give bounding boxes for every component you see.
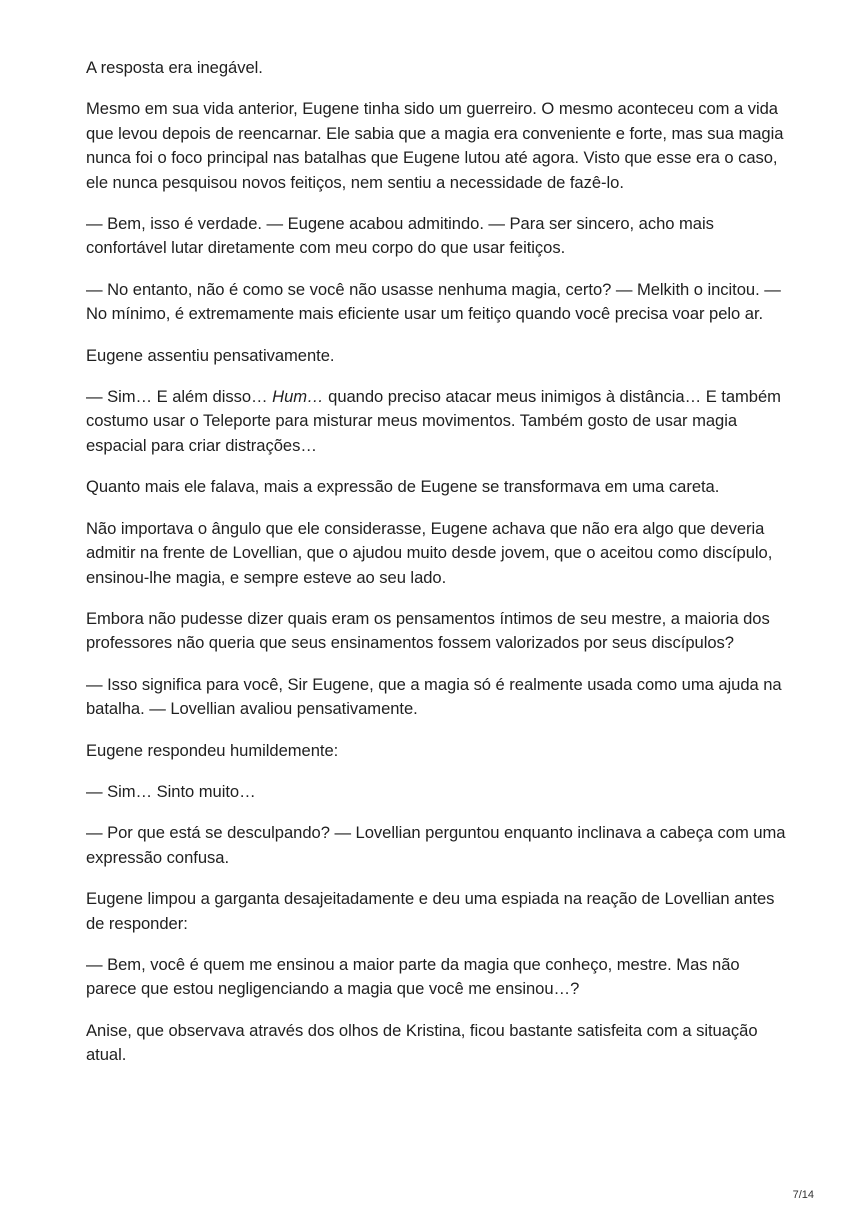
paragraph: — No entanto, não é como se você não usasse nenhuma magia, certo? — Melkith o incitou. — No mínimo, é extremamente mais eficiente usar um feitiço quando você precisa voar pelo ar.	[86, 279, 781, 324]
paragraph: — Isso significa para você, Sir Eugene, que a magia só é realmente usada como uma ajuda na batalha. — Lovellian avaliou pensativamente.	[86, 674, 782, 719]
paragraph: — Bem, você é quem me ensinou a maior parte da magia que conheço, mestre. Mas não parece que estou negligenciando a magia que você me ensinou…?	[86, 954, 740, 999]
paragraph-text-before: — Sim… E além disso…	[86, 387, 273, 407]
paragraph: Eugene assentiu pensativamente.	[86, 345, 335, 365]
paragraph: — Sim… Sinto muito…	[86, 781, 256, 801]
page-number: 7/14	[792, 1189, 814, 1201]
paragraph: — Por que está se desculpando? — Lovellian perguntou enquanto inclinava a cabeça com uma expressão confusa.	[86, 823, 786, 867]
paragraph-text-after: quando preciso atacar meus inimigos à distância… E também costumo usar o Teleporte para misturar meus movimentos. Também gosto de usar magia espacial para criar distrações…	[86, 387, 781, 455]
paragraph: Não importava o ângulo que ele considerasse, Eugene achava que não era algo que deveria admitir na frente de Lovellian, que o ajudou muito desde jovem, que o aceitou como discípulo, ensinou-lhe magia, e sempre esteve ao seu lado.	[86, 518, 773, 587]
paragraph: Quanto mais ele falava, mais a expressão de Eugene se transformava em uma careta.	[86, 477, 720, 497]
paragraph: Mesmo em sua vida anterior, Eugene tinha sido um guerreiro. O mesmo aconteceu com a vida que levou depois de reencarnar. Ele sabia que a magia era conveniente e forte, mas sua magia nunca foi o foco principal nas batalhas que Eugene lutou até agora. Visto que esse era o caso, ele nunca pesquisou novos feitiços, nem sentiu a necessidade de fazê-lo.	[86, 99, 784, 192]
paragraph: Embora não pudesse dizer quais eram os pensamentos íntimos de seu mestre, a maioria dos professores não queria que seus ensinamentos fossem valorizados por seus discípulos?	[86, 608, 770, 653]
paragraph: Eugene respondeu humildemente:	[86, 740, 339, 760]
paragraph: Eugene limpou a garganta desajeitadamente e deu uma espiada na reação de Lovellian antes de responder:	[86, 889, 775, 933]
paragraph-italic-text: Hum…	[272, 387, 324, 407]
paragraph: — Bem, isso é verdade. — Eugene acabou admitindo. — Para ser sincero, acho mais confortável lutar diretamente com meu corpo do que usar feitiços.	[86, 214, 714, 258]
paragraph	[86, 385, 786, 458]
paragraph: A resposta era inegável.	[86, 58, 263, 77]
paragraph: Anise, que observava através dos olhos de Kristina, ficou bastante satisfeita com a situação atual.	[86, 1020, 758, 1065]
document-body	[86, 56, 786, 1085]
